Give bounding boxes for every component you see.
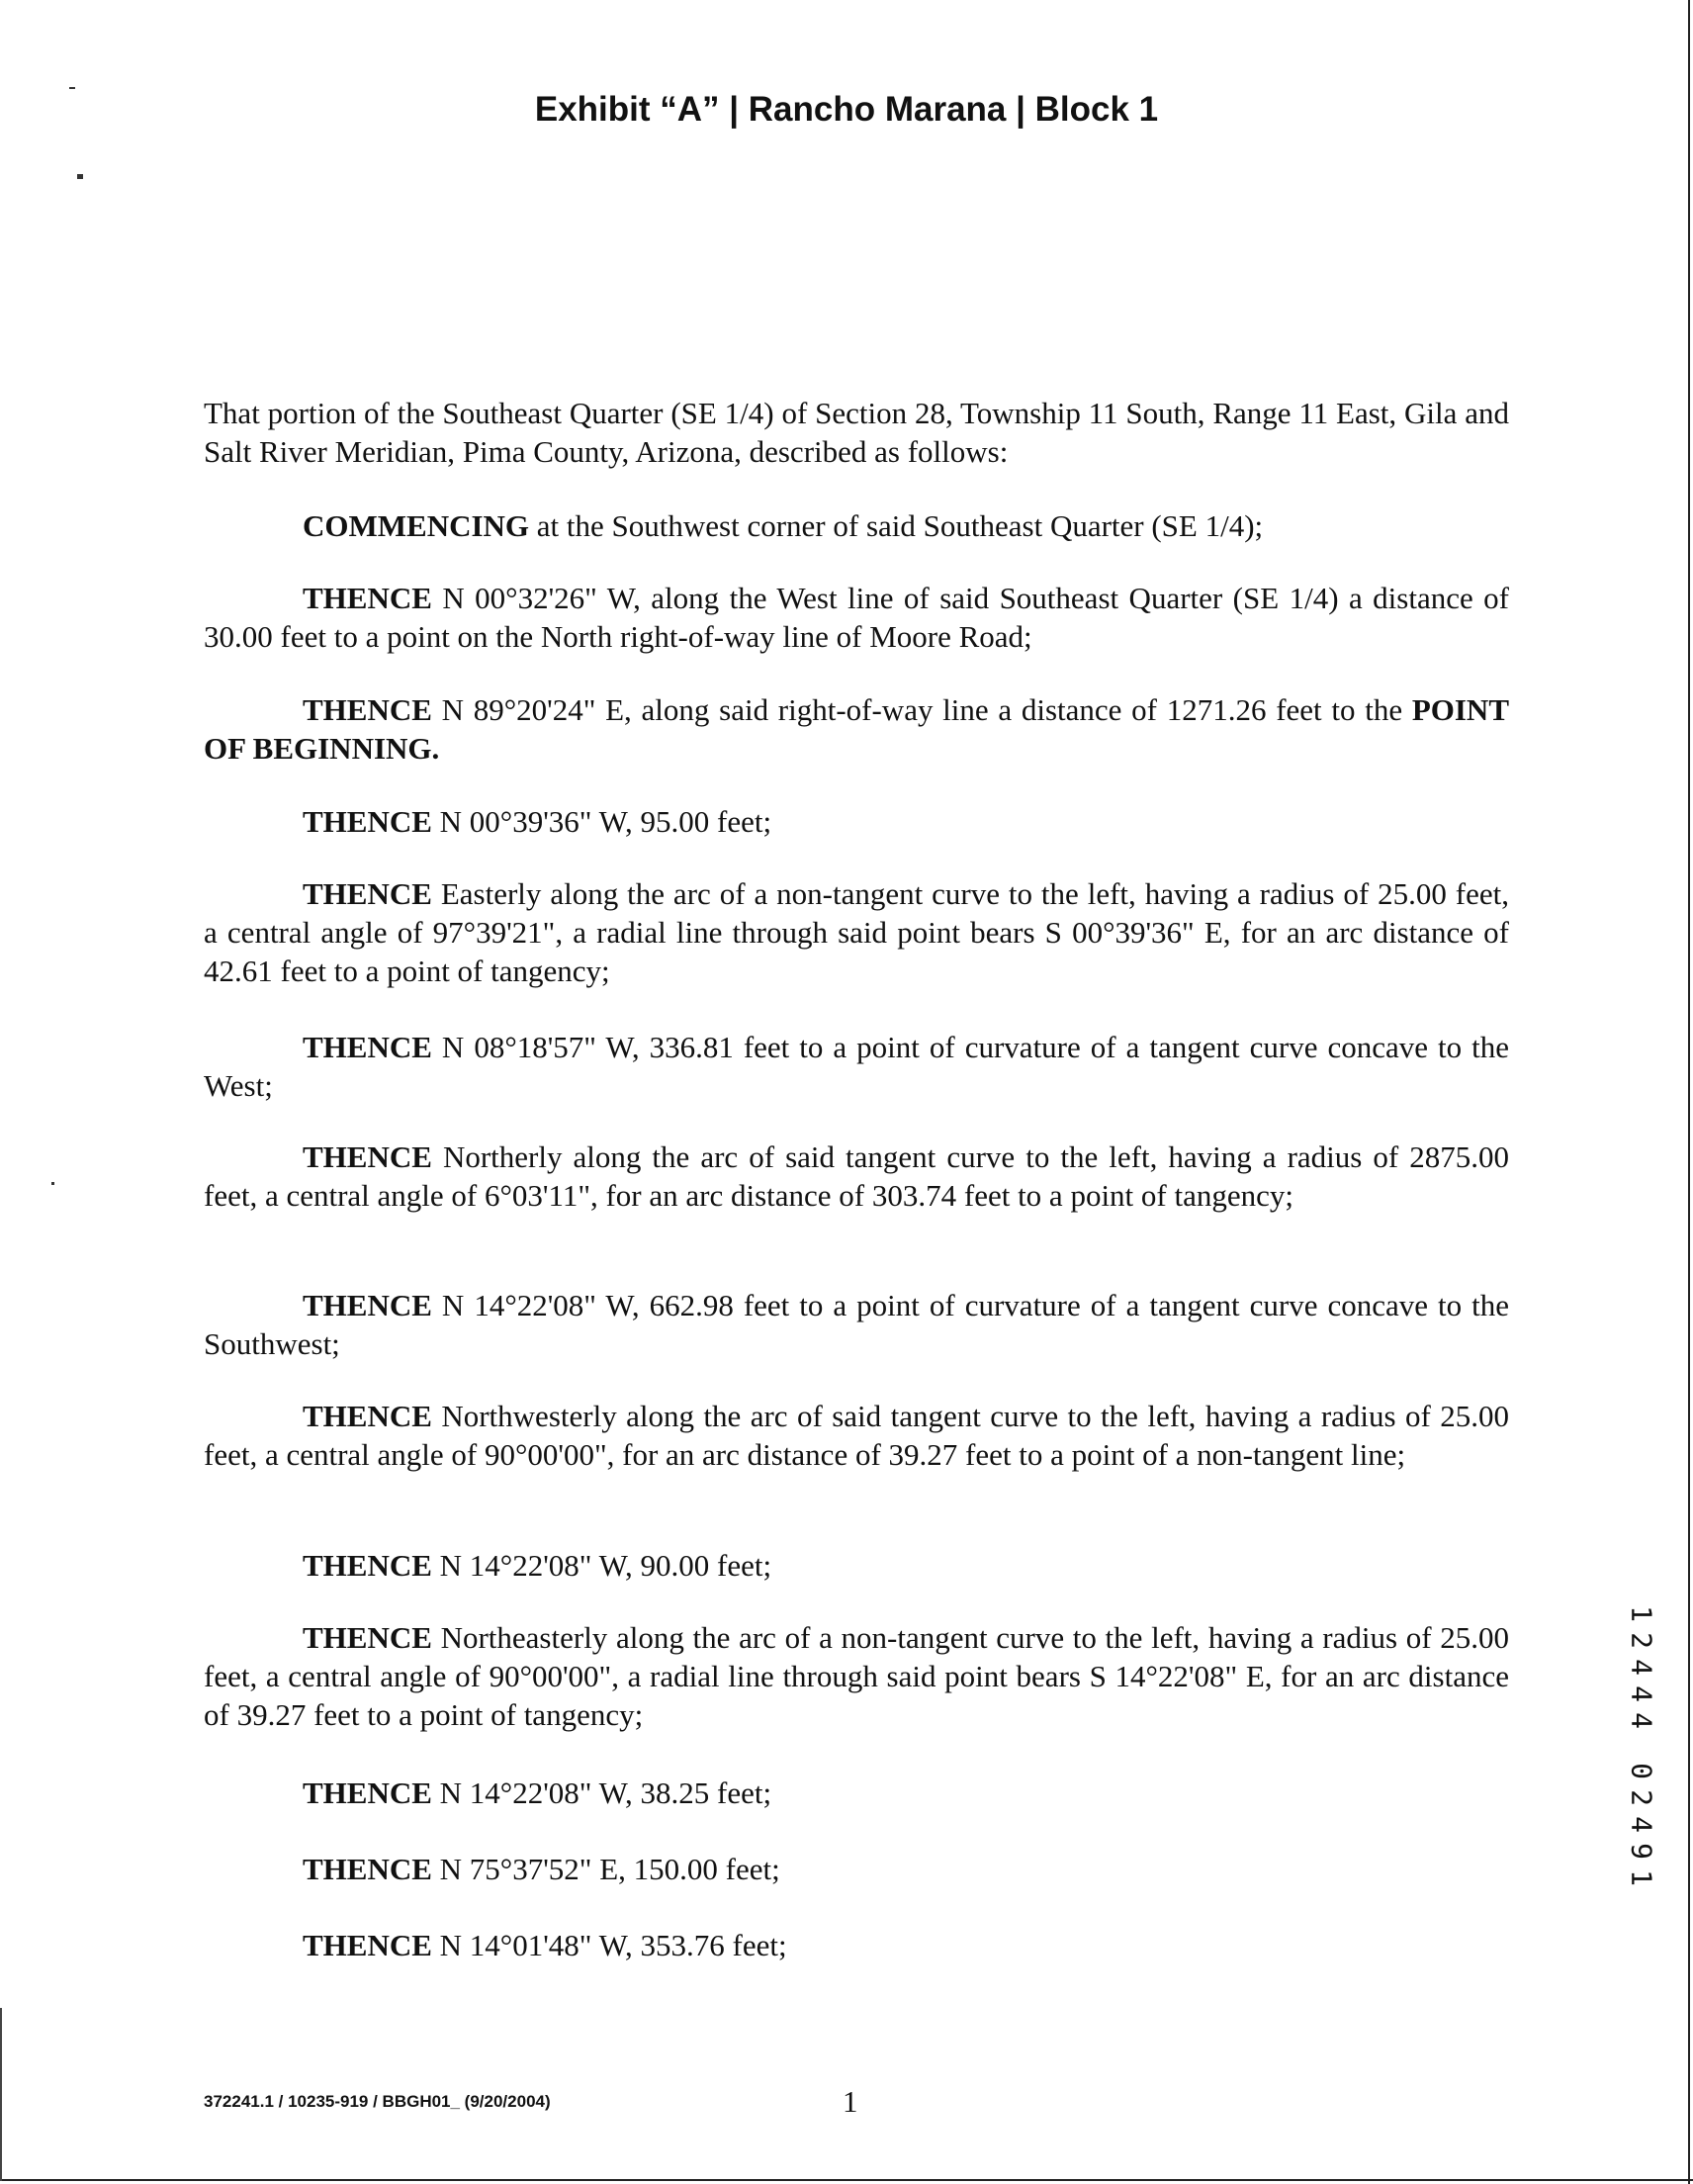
document-reference: 372241.1 / 10235-919 / BBGH01_ (9/20/2004) [204,2092,551,2111]
paragraph-text: at the Southwest corner of said Southeast Quarter (SE 1/4); [529,508,1264,543]
thence-paragraph-9 [303,1546,1489,1585]
thence-paragraph-5 [204,1028,1509,1105]
scan-speck [77,174,83,179]
stamp-digit: 2 [1625,1632,1658,1649]
thence-paragraph-2 [204,690,1509,768]
keyword: THENCE [303,876,432,911]
keyword: THENCE [303,1775,432,1810]
stamp-digit: 0 [1625,1763,1658,1779]
keyword: THENCE [303,1620,432,1655]
keyword: THENCE [303,1288,432,1322]
keyword: THENCE [303,1030,432,1064]
thence-paragraph-10 [204,1618,1509,1734]
stamp-digit: 4 [1625,1685,1658,1702]
keyword: THENCE [303,1852,432,1886]
paragraph-text: N 14°22'08" W, 90.00 feet; [431,1548,772,1583]
stamp-digit: 4 [1625,1816,1658,1833]
paragraph-text: N 14°01'48" W, 353.76 feet; [431,1928,787,1962]
point-of-beginning: POINT OF BEGINNING. [204,692,1509,766]
thence-paragraph-7 [204,1286,1509,1363]
thence-paragraph-4 [204,874,1509,990]
keyword: THENCE [303,1928,432,1962]
paragraph-text: N 75°37'52" E, 150.00 feet; [431,1852,780,1886]
scan-speck [69,87,75,89]
paragraph-text: N 00°32'26" W, along the West line of said Southeast Quarter (SE 1/4) a distance of 30.00 feet to a point on the North right-of-way line of Moore Road; [204,581,1509,654]
page-edge-bottom [0,2179,1693,2181]
keyword: THENCE [303,804,432,839]
thence-paragraph-12 [303,1850,1489,1888]
scan-speck [51,1182,54,1185]
paragraph-text: N 00°39'36" W, 95.00 feet; [431,804,772,839]
paragraph-text: Northerly along the arc of said tangent curve to the left, having a radius of 2875.00 feet, a central angle of 6°03'11", for an arc distance of 303.74 feet to a point of tangency; [204,1139,1509,1213]
stamp-digit: 9 [1625,1843,1658,1860]
paragraph-text: Northeasterly along the arc of a non-tangent curve to the left, having a radius of 25.00 feet, a central angle of 90°00'00", a radial line through said point bears S 14°22'08" E, for an arc distance of 39.27 feet to a point of tangency; [204,1620,1509,1732]
thence-paragraph-13 [303,1926,1489,1964]
stamp-digit: 1 [1625,1869,1658,1886]
document-title: Exhibit “A” | Rancho Marana | Block 1 [534,90,1159,129]
keyword: THENCE [303,1548,432,1583]
paragraph-text: N 14°22'08" W, 38.25 feet; [431,1775,772,1810]
thence-paragraph-3 [303,802,1489,841]
keyword: THENCE [303,692,432,727]
intro-paragraph: That portion of the Southeast Quarter (SE 1/4) of Section 28, Township 11 South, Range 11 East, Gila and Salt River Meridian, Pima County, Arizona, described as follows: [204,396,1509,469]
stamp-digit: 1 [1625,1605,1658,1622]
paragraph-text: N 14°22'08" W, 662.98 feet to a point of curvature of a tangent curve concave to the Southwest; [204,1288,1509,1361]
recording-stamp [1622,1600,1661,1891]
paragraph-text: Easterly along the arc of a non-tangent curve to the left, having a radius of 25.00 feet, a central angle of 97°39'21", a radial line through said point bears S 00°39'36" E, for an arc distance of 42.61 feet to a point of tangency; [204,876,1509,988]
thence-paragraph-8 [204,1397,1509,1474]
paragraph-text: N 89°20'24" E, along said right-of-way line a distance of 1271.26 feet to the [431,692,1412,727]
page-number: 1 [843,2084,858,2119]
thence-paragraph-1 [204,579,1509,656]
keyword: THENCE [303,1399,432,1433]
page-edge-left [0,2008,2,2181]
stamp-digit: 2 [1625,1789,1658,1806]
commencing-paragraph [303,506,1489,545]
thence-paragraph-6 [204,1138,1509,1215]
page-edge-right [1688,0,1690,2184]
paragraph-text: Northwesterly along the arc of said tangent curve to the left, having a radius of 25.00 feet, a central angle of 90°00'00", for an arc distance of 39.27 feet to a point of a non-tangent line; [204,1399,1509,1472]
stamp-digit: 4 [1625,1659,1658,1676]
keyword: THENCE [303,1139,432,1174]
paragraph-text: N 08°18'57" W, 336.81 feet to a point of curvature of a tangent curve concave to the West; [204,1030,1509,1103]
stamp-digit: 4 [1625,1712,1658,1729]
keyword: COMMENCING [303,508,530,543]
keyword: THENCE [303,581,432,615]
thence-paragraph-11 [303,1774,1489,1812]
